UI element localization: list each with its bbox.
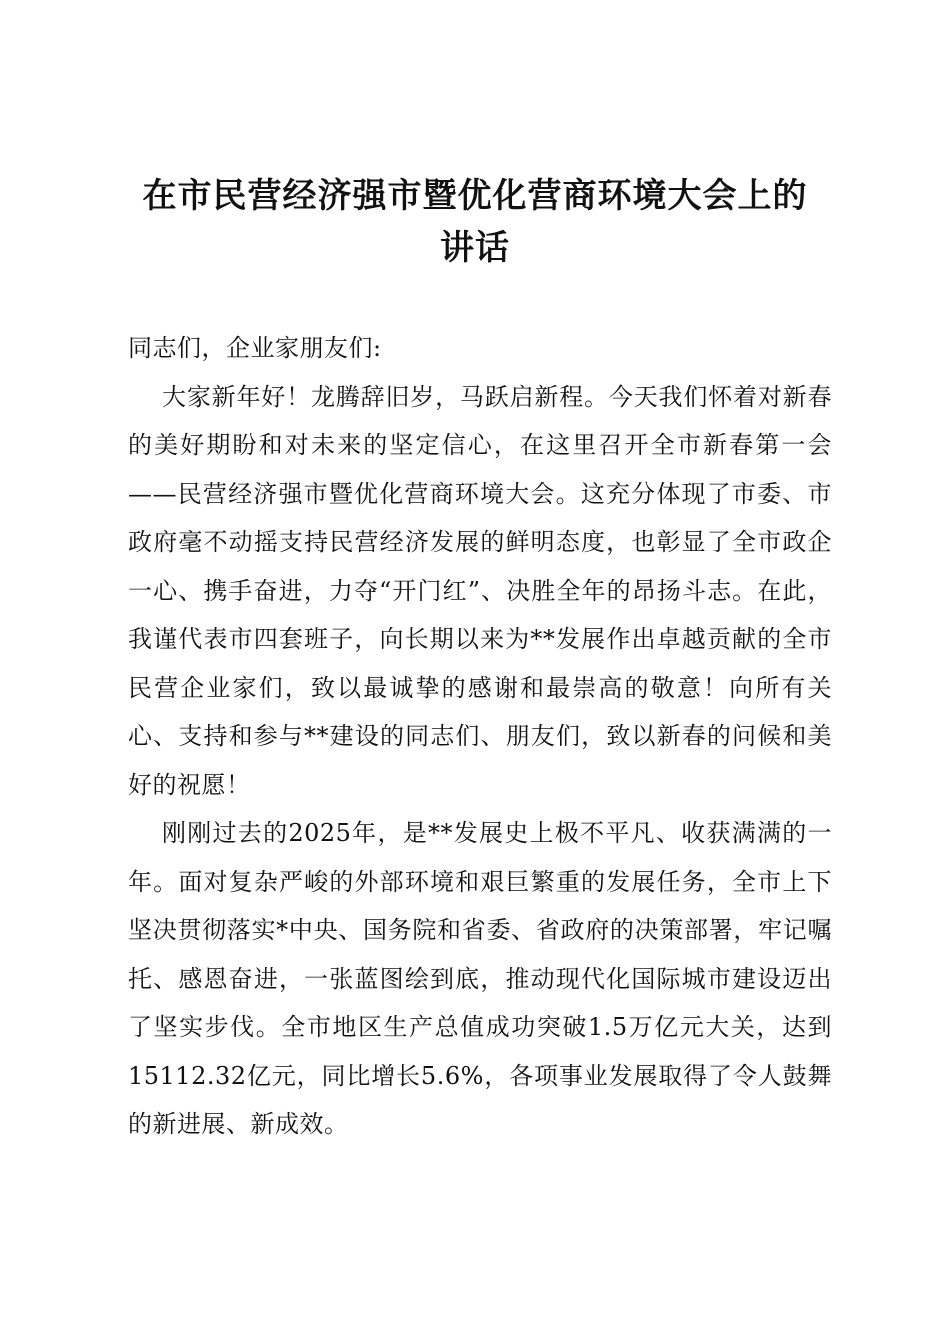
paragraph-1: 大家新年好！龙腾辞旧岁，马跃启新程。今天我们怀着对新春的美好期盼和对未来的坚定信心，在这里召开全市新春第一会——民营经济强市暨优化营商环境大会。这充分体现了市委、市政府毫不动摇支持民营经济发展的鲜明态度，也彰显了全市政企一心、携手奋进，力夺“开门红”、决胜全年的昂扬斗志。在此，我谨代表市四套班子，向长期以来为**发展作出卓越贡献的全市民营企业家们，致以最诚挚的感谢和最崇高的敬意！向所有关心、支持和参与**建设的同志们、朋友们，致以新春的问候和美好的祝愿！ — [128, 382, 832, 799]
salutation: 同志们，企业家朋友们: — [128, 334, 382, 362]
document-body — [128, 324, 832, 1149]
paragraph-2: 刚刚过去的2025年，是**发展史上极不平凡、收获满满的一年。面对复杂严峻的外部环境和艰巨繁重的发展任务，全市上下坚决贯彻落实*中央、国务院和省委、省政府的决策部署，牢记嘱托、感恩奋进，一张蓝图绘到底，推动现代化国际城市建设迈出了坚实步伐。全市地区生产总值成功突破1.5万亿元大关，达到15112.32亿元，同比增长5.6%，各项事业发展取得了令人鼓舞的新进展、新成效。 — [128, 819, 832, 1138]
document-title-line-2: 讲话 — [440, 228, 510, 268]
document-title-line-1: 在市民营经济强市暨优化营商环境大会上的 — [142, 176, 808, 216]
